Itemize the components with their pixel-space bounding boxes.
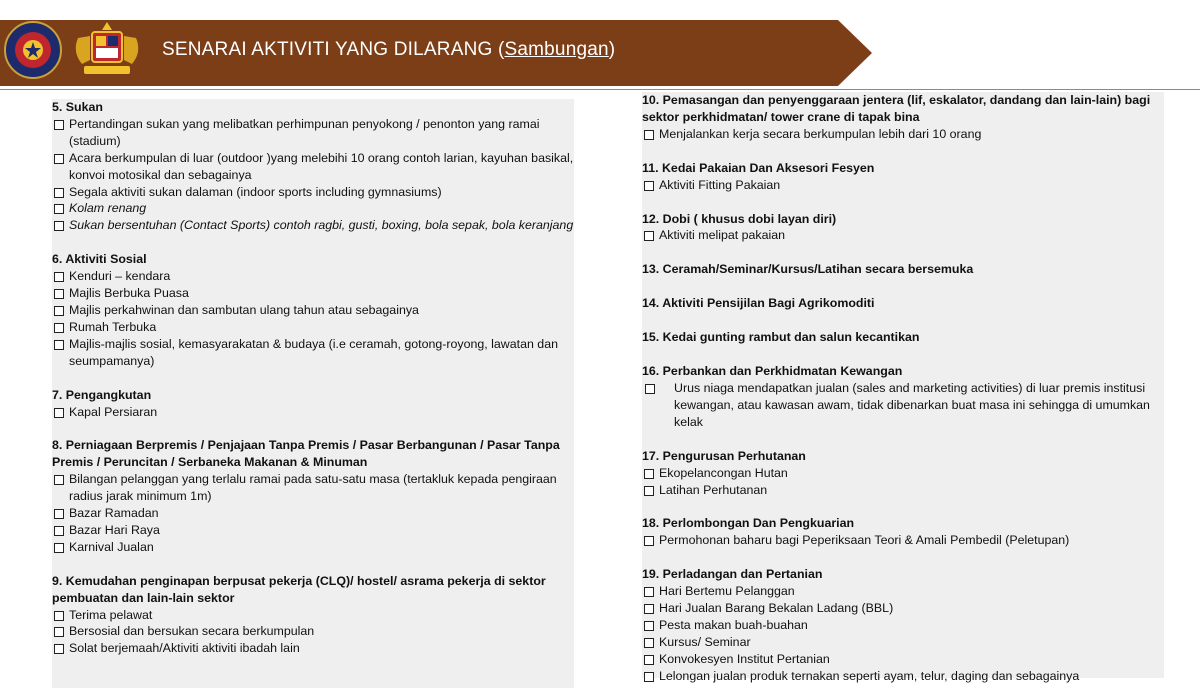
checkbox-icon (54, 408, 64, 418)
section-kedai-pakaian (642, 160, 1164, 194)
title-close: ) (608, 39, 616, 60)
checkbox-icon (644, 604, 654, 614)
section-title: 12. Dobi ( khusus dobi layan diri) (642, 211, 837, 226)
checkbox-icon (54, 221, 64, 231)
list-item: Bazar Hari Raya (52, 522, 574, 539)
page-title (162, 39, 615, 61)
checkbox-icon (54, 323, 64, 333)
list-item: Sukan bersentuhan (Contact Sports) contoh ragbi, gusti, boxing, bola sepak, bola keranjang (52, 217, 574, 234)
section-title: 19. Perladangan dan Pertanian (642, 567, 823, 582)
list-item: Segala aktiviti sukan dalaman (indoor sports including gymnasiums) (52, 184, 574, 201)
nsc-emblem-logo (3, 20, 63, 80)
section-perhutanan (642, 448, 1164, 499)
left-column (52, 99, 574, 688)
section-title: 15. Kedai gunting rambut dan salun kecantikan (642, 330, 920, 345)
checkbox-icon (644, 130, 654, 140)
list-item: Menjalankan kerja secara berkumpulan lebih dari 10 orang (642, 126, 1164, 143)
checkbox-icon (54, 509, 64, 519)
section-perlombongan (642, 515, 1164, 549)
checkbox-icon (54, 289, 64, 299)
checkbox-icon (644, 621, 654, 631)
list-item: Pertandingan sukan yang melibatkan perhimpunan penyokong / penonton yang ramai (stadium) (52, 116, 574, 150)
section-aktiviti-sosial (52, 251, 574, 369)
list-item: Permohonan baharu bagi Peperiksaan Teori & Amali Pembedil (Peletupan) (642, 532, 1164, 549)
list-item: Latihan Perhutanan (642, 482, 1164, 499)
list-item: Hari Bertemu Pelanggan (642, 583, 1164, 600)
list-item: Ekopelancongan Hutan (642, 465, 1164, 482)
list-item: Urus niaga mendapatkan jualan (sales and marketing activities) di luar premis institusi kewangan, atau kawasan awam, tidak dibenarkan buat masa ini sehingga di umumkan kelak (642, 380, 1164, 431)
list-item: Aktiviti Fitting Pakaian (642, 177, 1164, 194)
section-title: 9. Kemudahan penginapan berpusat pekerja (CLQ)/ hostel/ asrama pekerja di sektor pembuatan dan lain-lain sektor (52, 573, 546, 605)
checkbox-icon (54, 611, 64, 621)
checkbox-icon (54, 543, 64, 553)
section-kedai-gunting (642, 329, 1164, 346)
section-title: 13. Ceramah/Seminar/Kursus/Latihan secara bersemuka (642, 262, 974, 277)
checkbox-icon (54, 154, 64, 164)
section-title: 11. Kedai Pakaian Dan Aksesori Fesyen (642, 160, 875, 175)
checkbox-icon (644, 536, 654, 546)
title-sub: Sambungan (504, 39, 609, 60)
checkbox-icon (54, 340, 64, 350)
list-item: Majlis perkahwinan dan sambutan ulang tahun atau sebagainya (52, 302, 574, 319)
checkbox-icon (644, 231, 654, 241)
list-item: Konvokesyen Institut Pertanian (642, 651, 1164, 668)
list-item: Terima pelawat (52, 607, 574, 624)
coat-of-arms-logo (68, 20, 146, 80)
section-title: 10. Pemasangan dan penyenggaraan jentera (lif, eskalator, dandang dan lain-lain) bagi sektor perkhidmatan/ tower crane di tapak bina (642, 93, 1151, 124)
checkbox-icon (54, 188, 64, 198)
list-item: Kolam renang (52, 200, 574, 217)
list-item: Rumah Terbuka (52, 319, 574, 336)
section-title: 17. Pengurusan Perhutanan (642, 448, 806, 463)
section-sukan (52, 99, 574, 234)
checkbox-icon (644, 638, 654, 648)
checkbox-icon (54, 204, 64, 214)
list-item: Bersosial dan bersukan secara berkumpulan (52, 623, 574, 640)
section-perbankan (642, 363, 1164, 431)
checkbox-icon (644, 486, 654, 496)
checkbox-icon (54, 272, 64, 282)
checkbox-icon (644, 587, 654, 597)
section-title: 18. Perlombongan Dan Pengkuarian (642, 516, 855, 531)
header-divider (0, 89, 1200, 90)
section-perniagaan (52, 437, 574, 555)
checkbox-icon (54, 120, 64, 130)
list-item: Kapal Persiaran (52, 404, 574, 421)
checkbox-icon (54, 644, 64, 654)
list-item: Bazar Ramadan (52, 505, 574, 522)
section-title: 16. Perbankan dan Perkhidmatan Kewangan (642, 364, 903, 379)
list-item: Lelongan jualan produk ternakan seperti ayam, telur, daging dan sebagainya (642, 668, 1164, 685)
section-dobi (642, 211, 1164, 245)
section-ceramah (642, 261, 1164, 278)
checkbox-icon (54, 475, 64, 485)
checkbox-icon (54, 627, 64, 637)
section-pengangkutan (52, 387, 574, 421)
list-item: Pesta makan buah-buahan (642, 617, 1164, 634)
checkbox-icon (54, 306, 64, 316)
list-item: Aktiviti melipat pakaian (642, 227, 1164, 244)
checkbox-icon (54, 526, 64, 536)
section-title: 8. Perniagaan Berpremis / Penjajaan Tanpa Premis / Pasar Berbangunan / Pasar Tanpa Premis / Peruncitan / Serbaneka Makanan & Minuman (52, 438, 560, 470)
list-item: Kursus/ Seminar (642, 634, 1164, 651)
section-perladangan (642, 566, 1164, 684)
section-title: 14. Aktiviti Pensijilan Bagi Agrikomoditi (642, 296, 875, 311)
checkbox-icon (644, 672, 654, 682)
list-item: Majlis Berbuka Puasa (52, 285, 574, 302)
checkbox-icon (644, 181, 654, 191)
list-item: Solat berjemaah/Aktiviti aktiviti ibadah lain (52, 640, 574, 657)
checkbox-icon (644, 469, 654, 479)
checkbox-icon (645, 384, 655, 394)
list-item: Majlis-majlis sosial, kemasyarakatan & budaya (i.e ceramah, gotong-royong, lawatan dan seumpamanya) (52, 336, 574, 370)
list-item: Kenduri – kendara (52, 268, 574, 285)
list-item: Acara berkumpulan di luar (outdoor )yang melebihi 10 orang contoh larian, kayuhan basikal, konvoi motosikal dan sebagainya (52, 150, 574, 184)
list-item: Bilangan pelanggan yang terlalu ramai pada satu-satu masa (tertakluk kepada pengiraan radius jarak minimum 1m) (52, 471, 574, 505)
list-item: Hari Jualan Barang Bekalan Ladang (BBL) (642, 600, 1164, 617)
checkbox-icon (644, 655, 654, 665)
header-banner (0, 20, 872, 86)
section-kemudahan-penginapan (52, 573, 574, 658)
section-pemasangan-jentera (642, 92, 1164, 143)
right-column (642, 92, 1164, 683)
list-item: Karnival Jualan (52, 539, 574, 556)
section-title: 5. Sukan (52, 100, 103, 114)
title-main: SENARAI AKTIVITI YANG DILARANG ( (162, 39, 505, 60)
section-title: 7. Pengangkutan (52, 387, 152, 402)
section-title: 6. Aktiviti Sosial (52, 252, 147, 267)
section-pensijilan (642, 295, 1164, 312)
